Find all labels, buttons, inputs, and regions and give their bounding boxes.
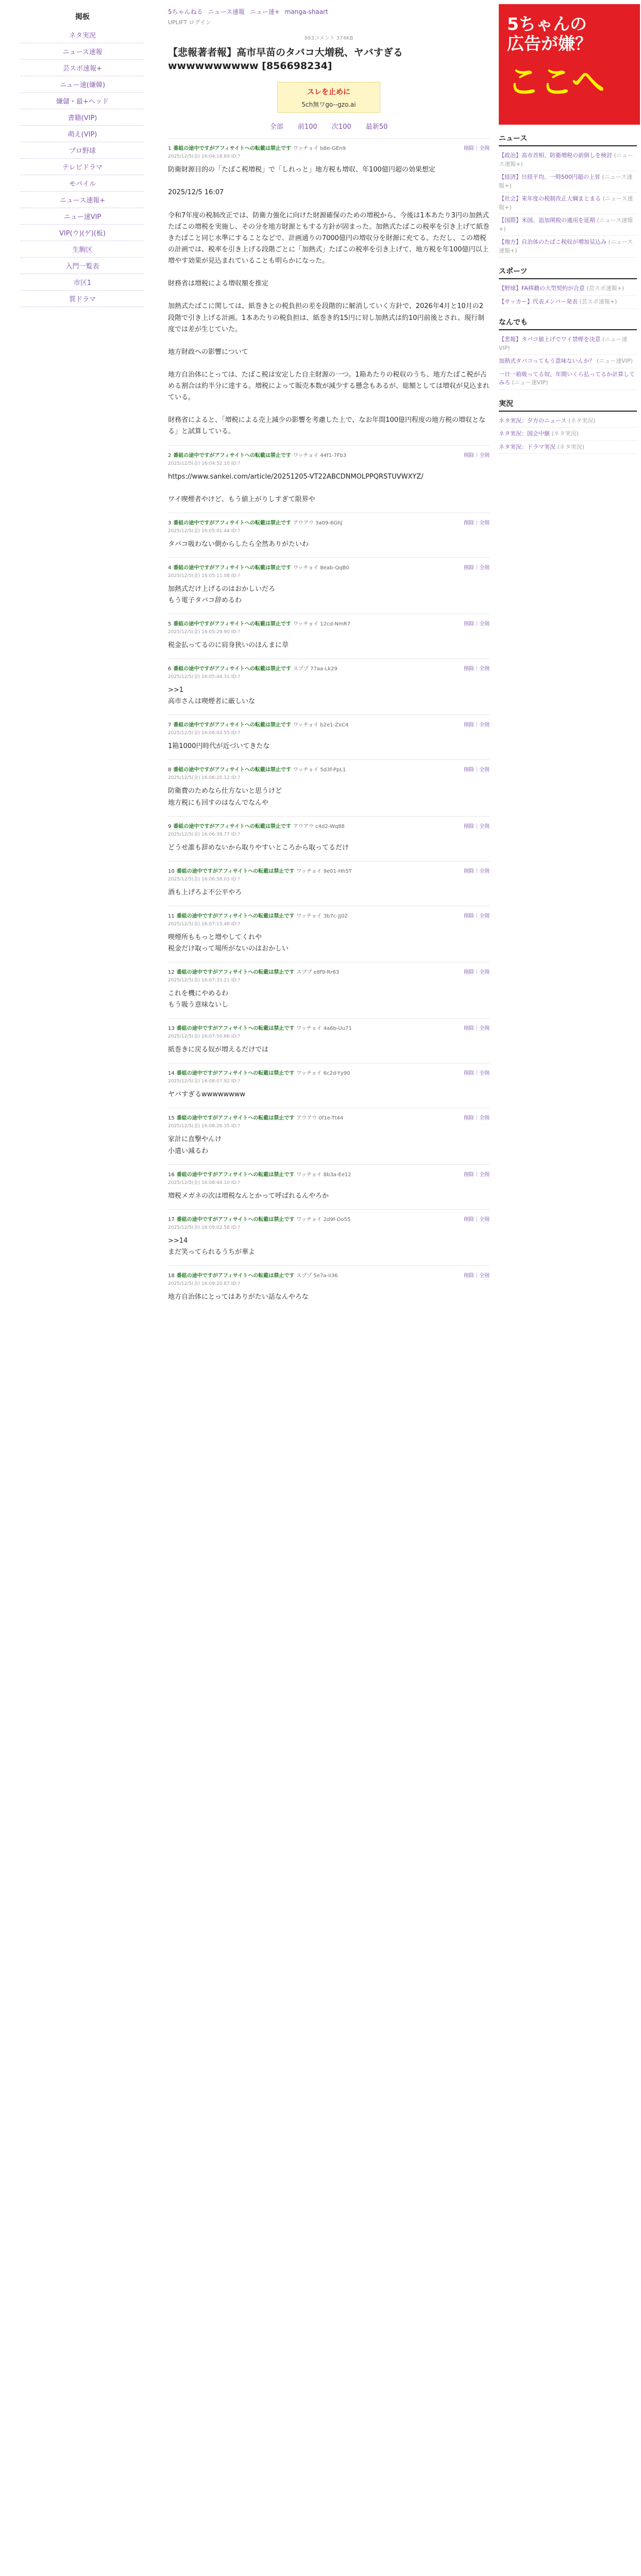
- post-author: 番組の途中ですがアフィサイトへの転載は禁止です: [176, 1115, 295, 1122]
- post-body: 1箱1000円時代が近づいてきたな: [168, 742, 270, 751]
- post-header: [168, 1215, 490, 1223]
- side-list: [499, 149, 637, 258]
- post-id: ワッチョイ b2e1-ZxC4: [293, 722, 349, 728]
- side-item-text: 【悲報】タバコ値上げでワイ禁煙を決意: [499, 336, 601, 343]
- post-date: 2025/12/5(金) 16:05:01.44 ID:?: [168, 528, 241, 534]
- post-id: ワッチョイ 8b3a-Ee12: [296, 1172, 351, 1178]
- side-item-text: ネタ実況：ドラマ実況: [499, 443, 555, 450]
- side-item-source: (ニュース速報+): [499, 217, 633, 232]
- post-date: 2025/12/5(金) 16:08:26.35 ID:?: [168, 1124, 241, 1129]
- post-date: 2025/12/5(金) 16:05:29.90 ID:?: [168, 630, 241, 635]
- post-id: アウアウ 0f1e-Tt44: [296, 1115, 344, 1122]
- post-actions[interactable]: 削除｜全削: [464, 1026, 490, 1032]
- side-item-text: ネタ実況：国会中継: [499, 430, 550, 437]
- post-body: これを機にやめるわ もう吸う意味ないし: [168, 990, 229, 1009]
- post: [168, 1108, 490, 1164]
- post: [168, 906, 490, 962]
- post-id: スププ 77aa-Lk29: [293, 666, 338, 672]
- post-id: アウアウ c4d2-Wq88: [293, 823, 345, 829]
- post-header: [168, 968, 490, 975]
- side-item-text: 【経済】日経平均、一時500円超の上昇: [499, 174, 600, 180]
- side-list-item[interactable]: [499, 171, 637, 193]
- post-actions[interactable]: 削除｜全削: [464, 823, 490, 829]
- post-header-left: [168, 664, 338, 672]
- nav-item[interactable]: 生駒区: [21, 241, 144, 258]
- side-list-item[interactable]: [499, 282, 637, 296]
- post-actions[interactable]: 削除｜全削: [464, 621, 490, 628]
- post: [168, 1018, 490, 1063]
- post: [168, 715, 490, 759]
- ad-line2: ここへ: [507, 63, 605, 101]
- breadcrumb-item[interactable]: ニュース速報: [208, 8, 245, 15]
- post-actions[interactable]: 削除｜全削: [464, 767, 490, 773]
- post-actions[interactable]: 削除｜全削: [464, 520, 490, 526]
- post-header-left: [168, 144, 346, 151]
- post-number[interactable]: 2: [168, 452, 172, 459]
- post: [168, 445, 490, 513]
- side-list-item[interactable]: [499, 333, 637, 355]
- nav-item[interactable]: 入門一覧表: [21, 258, 144, 274]
- post-actions[interactable]: 削除｜全削: [464, 913, 490, 919]
- side-section: [499, 133, 637, 258]
- post-header: [168, 720, 490, 728]
- side-list-item[interactable]: [499, 441, 637, 454]
- side-item-source: (ネタ実況): [568, 417, 596, 424]
- post-body: タバコ吸わない側からしたら全然ありがたいわ: [168, 540, 309, 548]
- post-number[interactable]: 7: [168, 722, 172, 728]
- post-author: 番組の途中ですがアフィサイトへの転載は禁止です: [176, 1273, 295, 1279]
- post-actions[interactable]: 削除｜全削: [464, 970, 490, 976]
- side-item-text: 加熱式タバコってもう意味ないんか？: [499, 358, 595, 364]
- post-number[interactable]: 3: [168, 520, 172, 526]
- post-author: 番組の途中ですがアフィサイトへの転載は禁止です: [176, 868, 295, 874]
- tab-prev-100[interactable]: 前100: [297, 123, 317, 131]
- post: [168, 1209, 490, 1265]
- post-actions[interactable]: 削除｜全削: [464, 1172, 490, 1178]
- post-body: 家計に直撃やんけ 小遣い減るわ: [168, 1136, 222, 1155]
- banner-line2: 5ch無ワgo--gzo.ai: [301, 101, 356, 109]
- post-header-left: [168, 563, 349, 571]
- side-section: [499, 317, 637, 390]
- stop-thread-banner[interactable]: [277, 82, 380, 113]
- post-actions[interactable]: 削除｜全削: [464, 1071, 490, 1077]
- post-date: 2025/12/5(金) 16:08:07.92 ID:?: [168, 1079, 241, 1084]
- post-id: ワッチョイ 8eab-QqB0: [293, 565, 349, 571]
- nav-list: [21, 27, 144, 307]
- nav-item[interactable]: テレビドラマ: [21, 159, 144, 175]
- post-body: 地方自治体にとってはありがたい話なんやろな: [168, 1293, 309, 1301]
- post-date: 2025/12/5(金) 16:07:50.66 ID:?: [168, 1034, 241, 1040]
- side-item-source: (ニュース速報+): [499, 152, 633, 167]
- post-actions[interactable]: 削除｜全削: [464, 452, 490, 459]
- side-list: [499, 415, 637, 454]
- nav-item[interactable]: 嫌儲・最+ヘッド: [21, 93, 144, 109]
- post-header-left: [168, 619, 350, 627]
- post-number[interactable]: 16: [168, 1172, 175, 1178]
- post-number[interactable]: 8: [168, 767, 172, 773]
- side-item-source: (ネタ実況): [551, 430, 579, 437]
- post-number[interactable]: 4: [168, 565, 172, 571]
- post-author: 番組の途中ですがアフィサイトへの転載は禁止です: [173, 666, 291, 672]
- post-id: ワッチョイ 4a6b-Uu71: [296, 1026, 352, 1032]
- post-id: ワッチョイ b8e-GEn9: [293, 146, 346, 152]
- post-header-left: [168, 765, 346, 773]
- post: [168, 1265, 490, 1310]
- post: [168, 816, 490, 861]
- side-item-source: (ニュー速VIP): [596, 358, 633, 364]
- post-date: 2025/12/5(金) 16:06:20.12 ID:?: [168, 775, 241, 781]
- login-link[interactable]: UPLIFT ログイン: [168, 19, 211, 26]
- side-item-source: (ニュー速VIP): [512, 379, 548, 386]
- post-header-left: [168, 822, 345, 829]
- side-item-text: 【社会】来年度の税制改正大綱まとまる: [499, 195, 601, 202]
- thread-main: [165, 0, 493, 2576]
- post-header: [168, 518, 490, 526]
- side-item-text: 【国際】米国、追加関税の適用を延期: [499, 217, 595, 224]
- post-header: [168, 1069, 490, 1076]
- post-date: 2025/12/5(金) 16:07:15.48 ID:?: [168, 921, 241, 927]
- post-id: スププ 5e7a-Ii36: [296, 1273, 338, 1279]
- post-number[interactable]: 11: [168, 913, 175, 919]
- post-author: 番組の途中ですがアフィサイトへの転載は禁止です: [176, 1216, 295, 1223]
- nav-item[interactable]: 市区1: [21, 274, 144, 291]
- post-header: [168, 765, 490, 773]
- post-header: [168, 1113, 490, 1121]
- post-header: [168, 1170, 490, 1178]
- post-author: 番組の途中ですがアフィサイトへの転載は禁止です: [176, 970, 295, 976]
- post-author: 番組の途中ですがアフィサイトへの転載は禁止です: [176, 1172, 295, 1178]
- post-actions[interactable]: 削除｜全削: [464, 868, 490, 874]
- post-date: 2025/12/5(金) 16:04:52.10 ID:?: [168, 461, 241, 466]
- side-list-item[interactable]: [499, 355, 637, 368]
- post-number[interactable]: 10: [168, 868, 175, 874]
- post-date: 2025/12/5(金) 16:04:18.69 ID:?: [168, 154, 241, 160]
- side-list: [499, 333, 637, 390]
- post-id: スププ e8f9-Rr63: [296, 970, 340, 976]
- post-body: 税金払ってるのに肩身狭いのほんまに草: [168, 641, 289, 650]
- side-list-item[interactable]: [499, 415, 637, 428]
- post-body: どうせ誰も辞めないから取りやすいところから取ってるだけ: [168, 843, 349, 852]
- side-item-source: (ニュース速報+): [499, 195, 633, 211]
- side-list: [499, 282, 637, 309]
- post-header-left: [168, 867, 352, 874]
- thread-meta: 993コメント 374KB: [304, 36, 353, 41]
- nav-title: 掲板: [75, 13, 90, 21]
- post-number[interactable]: 1: [168, 146, 172, 152]
- post-body: 防衛財源目的の「たばこ税増税」で「しれっと」地方税も増収、年100億円超の効果想定 2025/12/5 16:07 令和7年度の税制改正では、防衛力強化に向けた財源確保のための増税から、今後は1本あたり3円の加熱式たばこの増税を実施し、その分を地方財源ともする方針が固まった。加熱式たばこの税率を引き上げて紙巻きたばこと同じ水準にすることなどで、計画通りの7000億円の増収分を財源に充てる。ただし、この増税の計画では、税率を引き上げる段階ごとに「加熱式」たばこの税率を引き上げて、地方税を年100億円以上増やす効果が見込まれていることも明らかになった。 財務省は増税による増収額を推定 加熱式たばこに関しては、紙巻きとの税負担の差を段階的に解消していく方針で、2026年4月と10月の2段階で引き上げる計画。1本あたりの税負担は、紙巻き約15円に対し加熱式は約10円前後とされ、現行制度では差が生じていた。 地方財政への影響について 地方自治体にとっては、たばこ税は安定した自主財源の一つ。1箱あたりの税収のうち、地方たばこ税が占める割合は約半分に達する。増税によって販売本数が減少する懸念もあるが、総額としては増収が見込まれている。 財務省によると、「増税による売上減少の影響を考慮した上で、なお年間100億円程度の地方税の増収となる」と試算している。: [168, 166, 490, 436]
- post-actions[interactable]: 削除｜全削: [464, 722, 490, 728]
- post-author: 番組の途中ですがアフィサイトへの転載は禁止です: [173, 565, 291, 571]
- post-id: ワッチョイ 5d3f-PpL1: [293, 767, 346, 773]
- side-section-title: なんでも: [499, 317, 637, 330]
- nav-item[interactable]: 質ドラマ: [21, 291, 144, 307]
- post-author: 番組の途中ですがアフィサイトへの転載は禁止です: [173, 767, 291, 773]
- post-id: アウアウ 3a09-6GhJ: [293, 520, 343, 526]
- side-item-source: (ニュー速VIP): [499, 336, 628, 351]
- nav-item[interactable]: 萌え(VIP): [21, 126, 144, 142]
- post-date: 2025/12/5(金) 16:09:02.58 ID:?: [168, 1225, 241, 1230]
- side-item-text: 一日一箱吸ってる奴、年間いくら払ってるか計算してみろ: [499, 370, 635, 386]
- side-list-item[interactable]: [499, 368, 637, 390]
- post-body: >>14 まだ笑ってられるうちが華よ: [168, 1236, 256, 1256]
- breadcrumb-item[interactable]: 5ちゃんねる: [168, 8, 203, 15]
- post-author: 番組の途中ですがアフィサイトへの転載は禁止です: [173, 722, 291, 728]
- post-header: [168, 1024, 490, 1031]
- post-author: 番組の途中ですがアフィサイトへの転載は禁止です: [176, 1071, 295, 1077]
- thread-tabs: [168, 121, 490, 131]
- side-list-item[interactable]: [499, 428, 637, 441]
- post-actions[interactable]: 削除｜全削: [464, 565, 490, 571]
- post-number[interactable]: 6: [168, 666, 172, 672]
- side-section-title: スポーツ: [499, 266, 637, 279]
- tab-all[interactable]: 全部: [269, 123, 283, 131]
- nav-item[interactable]: 書籍(VIP): [21, 109, 144, 126]
- breadcrumb-item[interactable]: ニュー速+: [249, 8, 280, 15]
- side-item-text: 【サッカー】代表メンバー発表: [499, 298, 578, 305]
- post-author: 番組の途中ですがアフィサイトへの転載は禁止です: [173, 621, 291, 628]
- post-number[interactable]: 9: [168, 823, 172, 829]
- post: [168, 962, 490, 1018]
- side-item-text: 【野球】FA移籍の大型契約が合意: [499, 285, 585, 292]
- post-date: 2025/12/5(金) 16:07:33.21 ID:?: [168, 978, 241, 984]
- post-body: 防衛費のためなら仕方ないと思うけど 地方税にも回すのはなんでなんや: [168, 787, 282, 807]
- post-header-left: [168, 451, 346, 459]
- side-list-item[interactable]: [499, 193, 637, 214]
- side-list-item[interactable]: [499, 296, 637, 309]
- nav-item[interactable]: モバイル: [21, 175, 144, 192]
- post-number[interactable]: 18: [168, 1273, 175, 1279]
- post-header: [168, 867, 490, 874]
- post-header-left: [168, 720, 348, 728]
- post-header: [168, 1271, 490, 1279]
- post-header: [168, 619, 490, 627]
- post-date: 2025/12/5(金) 16:05:44.31 ID:?: [168, 674, 241, 680]
- post-id: ワッチョイ 12cd-NmR7: [293, 621, 350, 628]
- post-header-left: [168, 1113, 343, 1121]
- post-number[interactable]: 5: [168, 621, 172, 628]
- tab-latest-50[interactable]: 最新50: [365, 123, 388, 131]
- post: [168, 1063, 490, 1108]
- breadcrumb-item[interactable]: manga-shaart: [284, 8, 328, 15]
- ad-banner[interactable]: [499, 4, 640, 125]
- post-author: 番組の途中ですがアフィサイトへの転載は禁止です: [176, 1026, 295, 1032]
- post-number[interactable]: 17: [168, 1216, 175, 1223]
- tab-next-100[interactable]: 次100: [331, 123, 351, 131]
- post-body: https://www.sankei.com/article/20251205-VT22ABCDNMOLPPQRSTUVWXYZ/ ワイ喫煙者やけど、もう値上がりしすぎて限界や: [168, 472, 424, 503]
- post-author: 番組の途中ですがアフィサイトへの転載は禁止です: [173, 520, 291, 526]
- post: [168, 513, 490, 557]
- post: [168, 614, 490, 658]
- thread-title: 【悲報著者報】高市早苗のタバコ大増税、ヤバすぎるwwwwwwwwww [856698234]: [168, 47, 403, 72]
- post-header-left: [168, 968, 339, 975]
- side-item-source: (芸スポ速報+): [579, 298, 617, 305]
- post-header: [168, 911, 490, 919]
- post-number[interactable]: 12: [168, 970, 175, 976]
- post-id: ワッチョイ 9e01-Hh5T: [296, 868, 352, 874]
- side-item-source: (ニュース速報+): [499, 174, 633, 189]
- side-section-title: 実況: [499, 398, 637, 412]
- nav-item[interactable]: ニュー速VIP: [21, 208, 144, 225]
- post-header-left: [168, 1215, 350, 1223]
- post-header-left: [168, 1069, 350, 1076]
- post-header-left: [168, 911, 348, 919]
- side-item-source: (芸スポ速報+): [586, 285, 625, 292]
- post-number[interactable]: 14: [168, 1071, 175, 1077]
- post-body: 紙巻きに戻る奴が増えるだけでは: [168, 1046, 269, 1054]
- post-id: ワッチョイ 44f1-7Fb3: [293, 452, 347, 459]
- side-list-item[interactable]: [499, 236, 637, 258]
- post-body: 喫煙所ももっと増やしてくれや 税金だけ取って場所がないのはおかしい: [168, 933, 289, 953]
- post-author: 番組の途中ですがアフィサイトへの転載は禁止です: [176, 913, 295, 919]
- left-navigation: [0, 0, 165, 2576]
- side-section: [499, 266, 637, 309]
- post-author: 番組の途中ですがアフィサイトへの転載は禁止です: [173, 146, 291, 152]
- right-sidebar: [495, 0, 641, 2576]
- side-section: [499, 398, 637, 454]
- post-date: 2025/12/5(金) 16:09:20.87 ID:?: [168, 1281, 241, 1286]
- post-date: 2025/12/5(金) 16:06:58.03 ID:?: [168, 876, 241, 882]
- nav-item[interactable]: ニュー速(嫌韓): [21, 76, 144, 93]
- post-header-left: [168, 518, 342, 526]
- post-header: [168, 664, 490, 672]
- post-id: ワッチョイ 2d9f-Oo55: [296, 1216, 351, 1223]
- post-header-left: [168, 1024, 352, 1031]
- nav-item[interactable]: ニュース速報: [21, 43, 144, 60]
- post-actions[interactable]: 削除｜全削: [464, 1115, 490, 1122]
- post-header: [168, 563, 490, 571]
- post-body: ヤバすぎるwwwwwwww: [168, 1091, 246, 1099]
- post-actions[interactable]: 削除｜全削: [464, 146, 490, 152]
- banner-line1: スレを止めに: [307, 88, 350, 97]
- nav-item[interactable]: ネタ実況: [21, 27, 144, 43]
- post-actions[interactable]: 削除｜全削: [464, 1216, 490, 1223]
- post-author: 番組の途中ですがアフィサイトへの転載は禁止です: [173, 452, 291, 459]
- post: [168, 658, 490, 715]
- post-id: ワッチョイ 6c2d-Yy90: [296, 1071, 350, 1077]
- post-header: [168, 451, 490, 459]
- side-section-title: ニュース: [499, 133, 637, 146]
- post-header: [168, 144, 490, 151]
- breadcrumb: [168, 7, 490, 16]
- post-date: 2025/12/5(金) 16:06:02.55 ID:?: [168, 731, 241, 736]
- post-header-left: [168, 1170, 351, 1178]
- post-body: 増税メガネの次は増税なんとかって呼ばれるんやろか: [168, 1192, 329, 1200]
- nav-item[interactable]: プロ野球: [21, 142, 144, 159]
- side-item-source: (ニュース速報+): [499, 239, 633, 254]
- post-date: 2025/12/5(金) 16:06:39.77 ID:?: [168, 832, 241, 837]
- post: [168, 557, 490, 614]
- side-item-text: ネタ実況：夕方のニュース: [499, 417, 567, 424]
- side-list-item[interactable]: [499, 149, 637, 171]
- post: [168, 138, 490, 445]
- ad-line1: 5ちゃんの 広告が嫌？: [507, 14, 592, 54]
- post-id: ワッチョイ 3b7c-Jj02: [296, 913, 348, 919]
- side-item-text: 【政治】高市首相、防衛増税の前倒しを検討: [499, 152, 612, 159]
- post-actions[interactable]: 削除｜全削: [464, 1273, 490, 1279]
- side-sections: [499, 133, 637, 454]
- post-body: 酒も上げろよ不公平やろ: [168, 888, 242, 896]
- nav-item[interactable]: ニュース速報+: [21, 192, 144, 208]
- post-list: [168, 138, 490, 1310]
- post-number[interactable]: 13: [168, 1026, 175, 1032]
- post-header-left: [168, 1271, 338, 1279]
- side-list-item[interactable]: [499, 214, 637, 236]
- post-date: 2025/12/5(金) 16:05:11.08 ID:?: [168, 573, 241, 579]
- nav-item[interactable]: 芸スポ速報+: [21, 60, 144, 76]
- post-header: [168, 822, 490, 829]
- post-body: 加熱式だけ上げるのはおかしいだろ もう電子タバコ辞めるわ: [168, 585, 276, 604]
- post-actions[interactable]: 削除｜全削: [464, 666, 490, 672]
- post-number[interactable]: 15: [168, 1115, 175, 1122]
- post: [168, 861, 490, 906]
- post: [168, 759, 490, 816]
- post-author: 番組の途中ですがアフィサイトへの転載は禁止です: [173, 823, 291, 829]
- post-body: >>1 高市さんは喫煙者に厳しいな: [168, 686, 256, 706]
- post: [168, 1164, 490, 1209]
- side-item-source: (ネタ実況): [557, 443, 585, 450]
- post-date: 2025/12/5(金) 16:08:44.10 ID:?: [168, 1180, 241, 1185]
- nav-item[interactable]: VIP(ウ)(ゲ)(板): [21, 225, 144, 241]
- side-item-text: 【地方】自治体のたばこ税収が増加見込み: [499, 239, 606, 245]
